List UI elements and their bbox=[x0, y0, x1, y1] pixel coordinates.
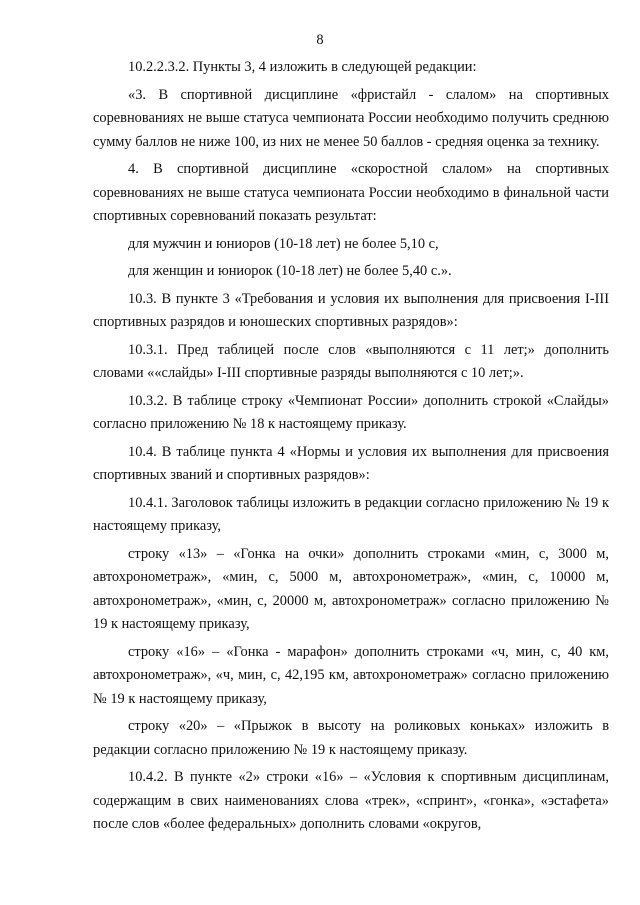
paragraph: 10.4.1. Заголовок таблицы изложить в редакции согласно приложению № 19 к настоящему приказу, bbox=[93, 494, 609, 534]
paragraph: строку «20» – «Прыжок в высоту на роликовых коньках» изложить в редакции согласно приложению № 19 к настоящему приказу. bbox=[93, 718, 609, 758]
document-body bbox=[93, 56, 609, 837]
page-number: 8 bbox=[316, 32, 324, 48]
paragraph: строку «16» – «Гонка - марафон» дополнить строками «ч, мин, с, 40 км, автохронометраж», «ч, мин, с, 42,195 км, автохронометраж» согласно приложению № 19 к настоящему приказу, bbox=[93, 643, 609, 707]
paragraph: строку «13» – «Гонка на очки» дополнить строками «мин, с, 3000 м, автохронометраж», «мин, с, 5000 м, автохронометраж», «мин, с, 10000 м, автохронометраж», «мин, с, 20000 м, автохронометраж» согласно приложению № 19 к настоящему приказу, bbox=[93, 545, 609, 632]
paragraph: 10.4.2. В пункте «2» строки «16» – «Условия к спортивным дисциплинам, содержащим в свих наименованиях слова «трек», «спринт», «гонка», «эстафета» после слов «более федеральных» дополнить словами «округов, bbox=[93, 769, 609, 832]
paragraph: для мужчин и юниоров (10-18 лет) не более 5,10 с, bbox=[128, 235, 439, 252]
paragraph: «3. В спортивной дисциплине «фристайл - слалом» на спортивных соревнованиях не выше статуса чемпионата России необходимо получить среднюю сумму баллов не ниже 100, из них не менее 50 баллов - средняя оценка за технику. bbox=[93, 86, 609, 150]
paragraph: 4. В спортивной дисциплине «скоростной слалом» на спортивных соревнованиях не выше статуса чемпионата России необходимо в финальной части спортивных соревнований показать результат: bbox=[93, 161, 609, 224]
paragraph: для женщин и юниорок (10-18 лет) не более 5,40 с.». bbox=[128, 263, 452, 279]
paragraph: 10.3.2. В таблице строку «Чемпионат России» дополнить строкой «Слайды» согласно приложению № 18 к настоящему приказу. bbox=[93, 392, 609, 432]
paragraph: 10.3. В пункте 3 «Требования и условия их выполнения для присвоения I-III спортивных разрядов и юношеских спортивных разрядов»: bbox=[93, 290, 609, 330]
paragraph: 10.2.2.3.2. Пункты 3, 4 изложить в следующей редакции: bbox=[128, 59, 477, 75]
paragraph: 10.3.1. Пред таблицей после слов «выполняются с 11 лет;» дополнить словами ««слайды» I-III спортивные разряды выполняются с 10 лет;». bbox=[93, 341, 609, 381]
paragraph: 10.4. В таблице пункта 4 «Нормы и условия их выполнения для присвоения спортивных званий и спортивных разрядов»: bbox=[93, 443, 609, 483]
